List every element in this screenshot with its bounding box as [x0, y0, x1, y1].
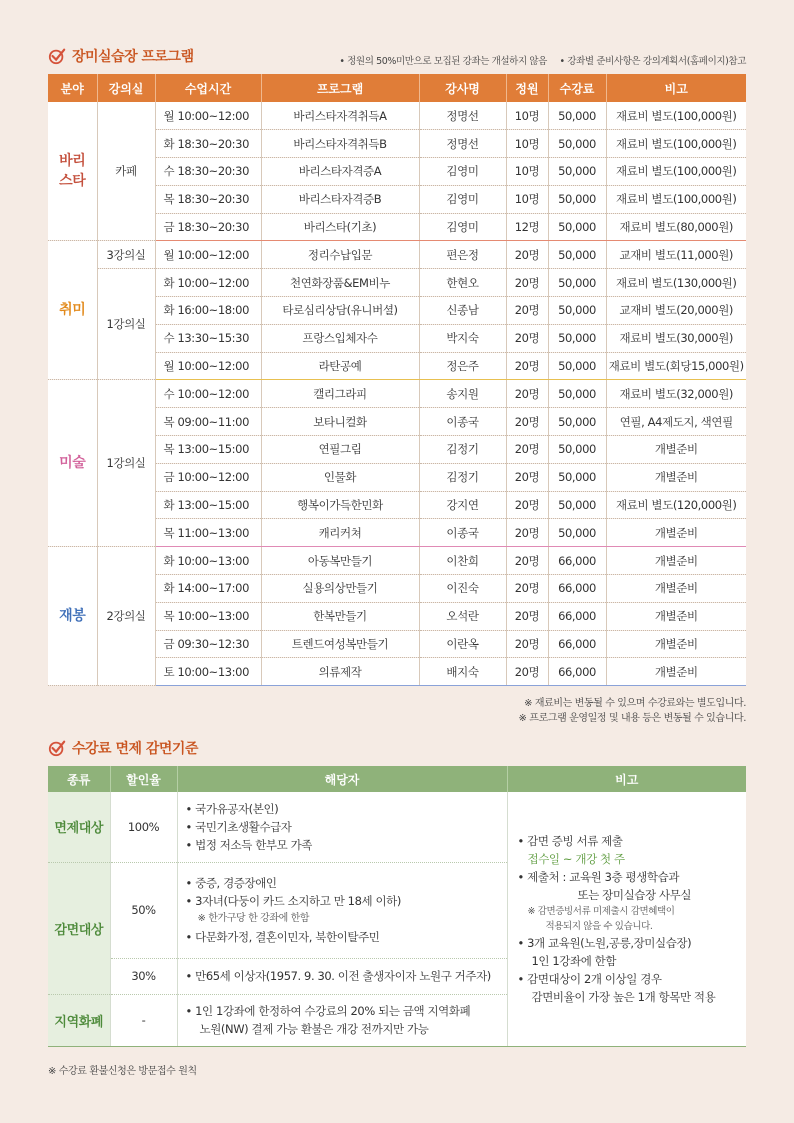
col-target: 해당자	[177, 766, 507, 792]
instructor-cell: 김정기	[419, 463, 506, 491]
capacity-cell: 20명	[506, 352, 548, 380]
time-cell: 화 13:00~15:00	[155, 491, 261, 519]
instructor-cell: 박지숙	[419, 324, 506, 352]
program-cell: 타로심리상담(유니버셜)	[261, 297, 419, 325]
remarks-cell: 개별준비	[606, 436, 746, 464]
fee-cell: 50,000	[548, 297, 606, 325]
fee-cell: 50,000	[548, 408, 606, 436]
program-cell: 프랑스입체자수	[261, 324, 419, 352]
capacity-cell: 20명	[506, 324, 548, 352]
target-item: • 중증, 경증장애인	[185, 876, 277, 890]
fee-cell: 50,000	[548, 241, 606, 269]
time-cell: 금 18:30~20:30	[155, 213, 261, 241]
fee-cell: 50,000	[548, 380, 606, 408]
time-cell: 목 10:00~13:00	[155, 602, 261, 630]
memo-line: ※ 감면증빙서류 미제출시 감면혜택이	[527, 905, 675, 917]
instructor-cell: 김영미	[419, 213, 506, 241]
table-row	[48, 269, 746, 297]
time-cell: 월 10:00~12:00	[155, 241, 261, 269]
reduce50-targets	[177, 862, 507, 958]
group-sewing	[48, 547, 746, 686]
remarks-cell: 재료비 별도(100,000원)	[606, 158, 746, 186]
program-cell: 바리스타자격취득B	[261, 130, 419, 158]
remarks-cell: 교재비 별도(11,000원)	[606, 241, 746, 269]
instructor-cell: 김정기	[419, 436, 506, 464]
program-cell: 바리스타자격취득A	[261, 102, 419, 130]
check-circle-icon	[48, 739, 66, 757]
col-instructor: 강사명	[419, 74, 506, 102]
program-cell: 천연화장품&EM비누	[261, 269, 419, 297]
room-cell: 카페	[97, 102, 155, 241]
col-fee: 수강료	[548, 74, 606, 102]
room-cell: 2강의실	[97, 547, 155, 686]
target-item: 노원(NW) 결제 가능 환불은 개강 전까지만 가능	[199, 1022, 429, 1036]
time-cell: 금 10:00~12:00	[155, 463, 261, 491]
kind-reduce: 감면대상	[48, 862, 110, 994]
time-cell: 금 09:30~12:30	[155, 630, 261, 658]
instructor-cell: 송지원	[419, 380, 506, 408]
target-item: • 3자녀(다둥이 카드 소지하고 만 18세 이하)	[185, 894, 401, 908]
section1-notes	[329, 53, 746, 67]
fee-cell: 66,000	[548, 575, 606, 603]
program-cell: 바리스타자격증A	[261, 158, 419, 186]
time-cell: 토 10:00~13:00	[155, 658, 261, 686]
program-cell: 아동복만들기	[261, 547, 419, 575]
col-field: 분야	[48, 74, 97, 102]
time-cell: 월 10:00~12:00	[155, 102, 261, 130]
fee-cell: 66,000	[548, 602, 606, 630]
time-cell: 수 10:00~12:00	[155, 380, 261, 408]
time-cell: 목 18:30~20:30	[155, 185, 261, 213]
local-targets	[177, 994, 507, 1046]
instructor-cell: 강지연	[419, 491, 506, 519]
program-cell: 보타니컬화	[261, 408, 419, 436]
fee-cell: 50,000	[548, 158, 606, 186]
time-cell: 월 10:00~12:00	[155, 352, 261, 380]
col-capacity: 정원	[506, 74, 548, 102]
fee-cell: 50,000	[548, 352, 606, 380]
capacity-cell: 20명	[506, 463, 548, 491]
remarks-cell: 재료비 별도(130,000원)	[606, 269, 746, 297]
memo-line: • 제출처 : 교육원 3층 평생학습과	[517, 869, 680, 884]
remarks-cell: 교재비 별도(20,000원)	[606, 297, 746, 325]
program-cell: 정리수납입문	[261, 241, 419, 269]
target-item: • 법정 저소득 한부모 가족	[185, 837, 312, 852]
target-item: • 다문화가정, 결혼이민자, 북한이탈주민	[185, 930, 380, 944]
remarks-cell: 재료비 별도(80,000원)	[606, 213, 746, 241]
capacity-cell: 20명	[506, 575, 548, 603]
instructor-cell: 배지숙	[419, 658, 506, 686]
col-time: 수업시간	[155, 74, 261, 102]
table-row	[48, 380, 746, 408]
table-row	[48, 547, 746, 575]
capacity-cell: 20명	[506, 408, 548, 436]
capacity-cell: 12명	[506, 213, 548, 241]
target-item: • 1인 1강좌에 한정하여 수강료의 20% 되는 금액 지역화폐	[185, 1004, 471, 1018]
remarks-cell: 재료비 별도(32,000원)	[606, 380, 746, 408]
section1-header	[48, 46, 194, 66]
time-cell: 화 16:00~18:00	[155, 297, 261, 325]
instructor-cell: 이진숙	[419, 575, 506, 603]
time-cell: 목 09:00~11:00	[155, 408, 261, 436]
capacity-cell: 10명	[506, 130, 548, 158]
rate-local: -	[110, 994, 177, 1046]
capacity-cell: 20명	[506, 519, 548, 547]
memo-line: 접수일 ~ 개강 첫 주	[527, 851, 625, 866]
remarks-cell: 개별준비	[606, 658, 746, 686]
rate-50: 50%	[110, 862, 177, 958]
program-cell: 연필그림	[261, 436, 419, 464]
capacity-cell: 20명	[506, 297, 548, 325]
fee-cell: 50,000	[548, 269, 606, 297]
memo-line: • 감면 증빙 서류 제출	[517, 833, 623, 848]
remarks-cell: 재료비 별도(100,000원)	[606, 185, 746, 213]
time-cell: 화 10:00~13:00	[155, 547, 261, 575]
section1-title: 장미실습장 프로그램	[72, 49, 194, 65]
check-circle-icon	[48, 47, 66, 65]
instructor-cell: 정명선	[419, 102, 506, 130]
instructor-cell: 오석란	[419, 602, 506, 630]
capacity-cell: 20명	[506, 491, 548, 519]
fee-cell: 66,000	[548, 547, 606, 575]
memo-line: 감면비율이 가장 높은 1개 항목만 적용	[531, 989, 716, 1004]
room-cell: 1강의실	[97, 269, 155, 380]
remarks-cell: 개별준비	[606, 630, 746, 658]
instructor-cell: 한현오	[419, 269, 506, 297]
instructor-cell: 김영미	[419, 158, 506, 186]
table-row	[48, 241, 746, 269]
fee-cell: 50,000	[548, 463, 606, 491]
memo-line: 또는 장미실습장 사무실	[577, 887, 692, 902]
capacity-cell: 20명	[506, 241, 548, 269]
section1-footnotes	[519, 696, 746, 726]
program-cell: 의류제작	[261, 658, 419, 686]
time-cell: 목 11:00~13:00	[155, 519, 261, 547]
memo-line: • 감면대상이 2개 이상일 경우	[517, 971, 662, 986]
program-cell: 행복이가득한민화	[261, 491, 419, 519]
capacity-cell: 10명	[506, 158, 548, 186]
fee-cell: 50,000	[548, 324, 606, 352]
capacity-cell: 20명	[506, 547, 548, 575]
field-cell: 재봉	[48, 547, 97, 686]
memo-cell	[507, 792, 746, 1046]
fee-cell: 50,000	[548, 519, 606, 547]
program-cell: 한복만들기	[261, 602, 419, 630]
remarks-cell: 재료비 별도(30,000원)	[606, 324, 746, 352]
capacity-cell: 20명	[506, 658, 548, 686]
instructor-cell: 신종남	[419, 297, 506, 325]
target-item: • 국민기초생활수급자	[185, 819, 292, 834]
field-cell: 바리 스타	[48, 102, 97, 241]
remarks-cell: 개별준비	[606, 519, 746, 547]
remarks-cell: 재료비 별도(120,000원)	[606, 491, 746, 519]
reduce30-target: • 만65세 이상자(1957. 9. 30. 이전 출생자이자 노원구 거주자)	[177, 958, 507, 994]
field-cell: 미술	[48, 380, 97, 547]
memo-line: 적용되지 않을 수 있습니다.	[545, 920, 653, 932]
rate-exempt: 100%	[110, 792, 177, 862]
rate-30: 30%	[110, 958, 177, 994]
col-kind: 종류	[48, 766, 110, 792]
program-cell: 라탄공예	[261, 352, 419, 380]
capacity-cell: 20명	[506, 436, 548, 464]
table-row	[48, 102, 746, 130]
footnote-schedule: ※ 프로그램 운영일정 및 내용 등은 변동될 수 있습니다.	[518, 713, 746, 724]
capacity-cell: 20명	[506, 269, 548, 297]
instructor-cell: 정명선	[419, 130, 506, 158]
note-min-enroll: • 정원의 50%미만으로 모집된 강좌는 개설하지 않음	[339, 56, 547, 67]
capacity-cell: 20명	[506, 630, 548, 658]
exempt-targets	[177, 792, 507, 862]
target-item: • 국가유공자(본인)	[185, 801, 279, 816]
fee-cell: 50,000	[548, 130, 606, 158]
capacity-cell: 20명	[506, 602, 548, 630]
memo-line: 1인 1강좌에 한함	[531, 953, 617, 968]
group-hobby	[48, 241, 746, 380]
footnote-material: ※ 재료비는 변동될 수 있으며 수강료와는 별도입니다.	[524, 698, 746, 709]
fee-cell: 50,000	[548, 185, 606, 213]
exempt-row	[48, 792, 746, 862]
group-barista	[48, 102, 746, 241]
program-cell: 바리스타(기초)	[261, 213, 419, 241]
remarks-cell: 개별준비	[606, 602, 746, 630]
time-cell: 화 14:00~17:00	[155, 575, 261, 603]
program-table	[48, 74, 746, 686]
note-prep: • 강좌별 준비사항은 강의계획서(홈페이지)참고	[559, 56, 746, 67]
field-cell: 취미	[48, 241, 97, 380]
instructor-cell: 이종국	[419, 408, 506, 436]
remarks-cell: 연필, A4제도지, 색연필	[606, 408, 746, 436]
section2-title: 수강료 면제 감면기준	[72, 741, 198, 757]
time-cell: 수 18:30~20:30	[155, 158, 261, 186]
time-cell: 목 13:00~15:00	[155, 436, 261, 464]
room-cell: 1강의실	[97, 380, 155, 547]
program-cell: 캘리그라피	[261, 380, 419, 408]
remarks-cell: 재료비 별도(100,000원)	[606, 102, 746, 130]
col-rate: 할인율	[110, 766, 177, 792]
time-cell: 화 10:00~12:00	[155, 269, 261, 297]
time-cell: 수 13:30~15:30	[155, 324, 261, 352]
instructor-cell: 이찬희	[419, 547, 506, 575]
program-cell: 인물화	[261, 463, 419, 491]
refund-footnote: ※ 수강료 환불신청은 방문접수 원칙	[48, 1066, 197, 1077]
remarks-cell: 개별준비	[606, 575, 746, 603]
target-note: ※ 한가구당 한 강좌에 한함	[197, 913, 310, 924]
instructor-cell: 정은주	[419, 352, 506, 380]
room-cell: 3강의실	[97, 241, 155, 269]
capacity-cell: 10명	[506, 185, 548, 213]
fee-cell: 66,000	[548, 658, 606, 686]
remarks-cell: 개별준비	[606, 463, 746, 491]
program-cell: 실용의상만들기	[261, 575, 419, 603]
remarks-cell: 재료비 별도(회당15,000원)	[606, 352, 746, 380]
group-art	[48, 380, 746, 547]
program-cell: 바리스타자격증B	[261, 185, 419, 213]
capacity-cell: 10명	[506, 102, 548, 130]
capacity-cell: 20명	[506, 380, 548, 408]
col-program: 프로그램	[261, 74, 419, 102]
fee-cell: 66,000	[548, 630, 606, 658]
section2-header	[48, 738, 198, 758]
remarks-cell: 개별준비	[606, 547, 746, 575]
program-cell: 캐리커쳐	[261, 519, 419, 547]
instructor-cell: 김영미	[419, 185, 506, 213]
kind-local: 지역화폐	[48, 994, 110, 1046]
instructor-cell: 편은정	[419, 241, 506, 269]
col-room: 강의실	[97, 74, 155, 102]
instructor-cell: 이종국	[419, 519, 506, 547]
memo-line: • 3개 교육원(노원,공릉,장미실습장)	[517, 935, 692, 950]
program-cell: 트렌드여성복만들기	[261, 630, 419, 658]
discount-header-row	[48, 766, 746, 792]
col-remarks: 비고	[606, 74, 746, 102]
discount-table	[48, 766, 746, 1047]
instructor-cell: 이란옥	[419, 630, 506, 658]
kind-exempt: 면제대상	[48, 792, 110, 862]
fee-cell: 50,000	[548, 491, 606, 519]
program-header-row	[48, 74, 746, 102]
fee-cell: 50,000	[548, 436, 606, 464]
time-cell: 화 18:30~20:30	[155, 130, 261, 158]
fee-cell: 50,000	[548, 102, 606, 130]
fee-cell: 50,000	[548, 213, 606, 241]
remarks-cell: 재료비 별도(100,000원)	[606, 130, 746, 158]
col-memo: 비고	[507, 766, 746, 792]
